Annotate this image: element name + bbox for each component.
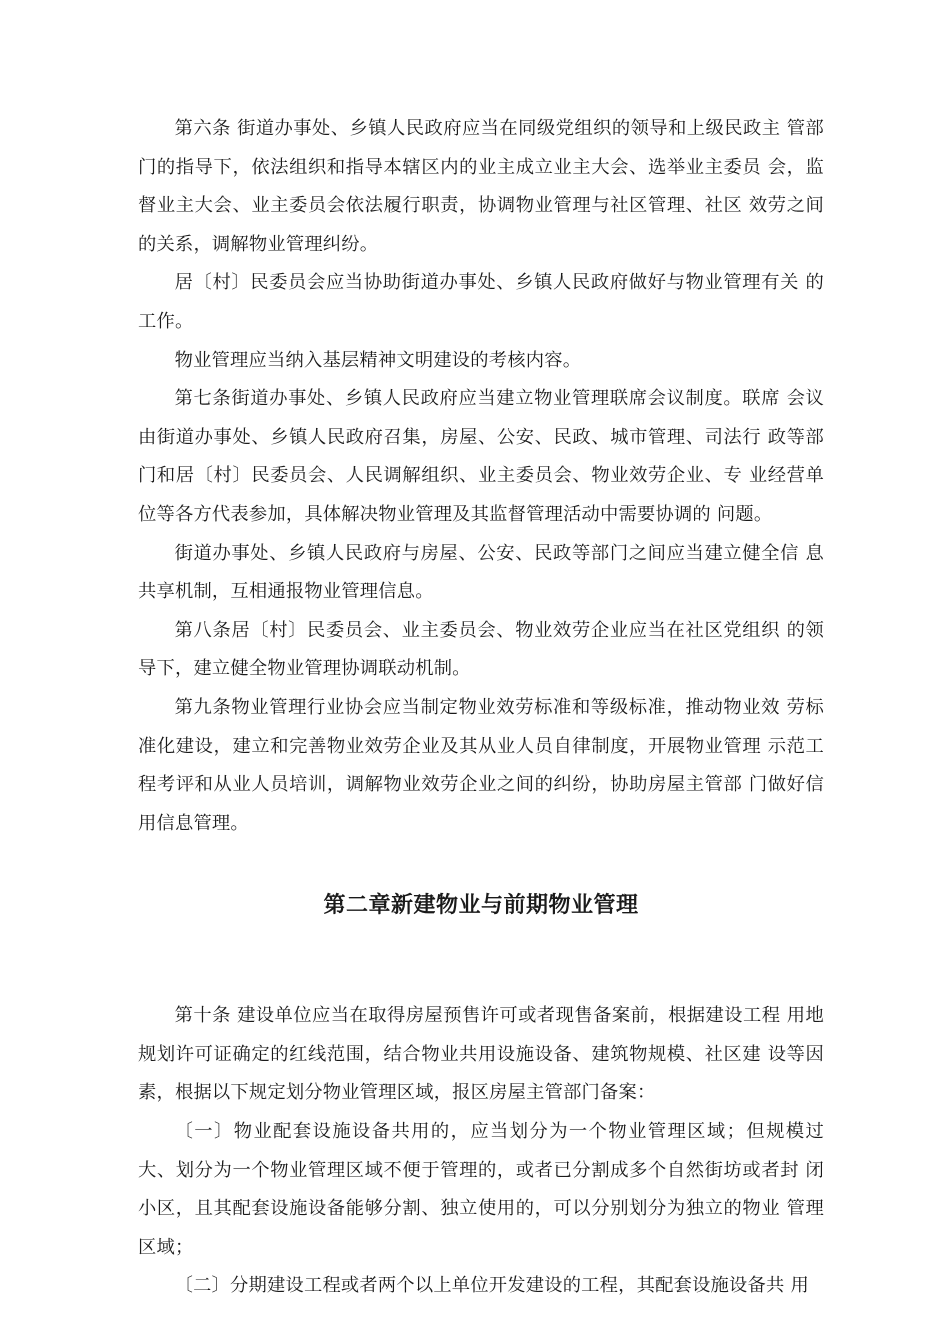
article-7-paragraph: 第七条街道办事处、乡镇人民政府应当建立物业管理联席会议制度。联席 会议由街道办事处、乡镇人民政府召集，房屋、公安、民政、城市管理、司法行 政等部门和居〔村〕民委员会、人民调解组织、业主委员会、物业效劳企业、专 业经营单位等各方代表参加，具体解决物业管理及其监督管理活动中需要协调的 问题。 [138, 388, 824, 525]
spacer [138, 843, 824, 890]
article-6-civilization-paragraph: 物业管理应当纳入基层精神文明建设的考核内容。 [174, 349, 582, 371]
document-page [138, 110, 824, 1306]
article-10-item-2: 〔二〕分期建设工程或者两个以上单位开发建设的工程，其配套设施设备共 用 [174, 1275, 809, 1297]
article-6-village-committee-paragraph: 居〔村〕民委员会应当协助街道办事处、乡镇人民政府做好与物业管理有关 的工作。 [138, 272, 824, 332]
section-article-10 [138, 997, 824, 1306]
section-articles-6-9 [138, 110, 824, 843]
article-8-paragraph: 第八条居〔村〕民委员会、业主委员会、物业效劳企业应当在社区党组织 的领导下，建立健全物业管理协调联动机制。 [138, 619, 824, 680]
article-10-paragraph: 第十条 建设单位应当在取得房屋预售许可或者现售备案前，根据建设工程 用地规划许可证确定的红线范围，结合物业共用设施设备、建筑物规模、社区建 设等因素，根据以下规定划分物业管理区域，报区房屋主管部门备案： [138, 1005, 824, 1104]
spacer [138, 920, 824, 997]
chapter-title: 第二章新建物业与前期物业管理 [323, 892, 639, 919]
article-10-item-1: 〔一〕物业配套设施设备共用的，应当划分为一个物业管理区域；但规模过 大、划分为一个物业管理区域不便于管理的，或者已分割成多个自然街坊或者封 闭小区，且其配套设施设备能够分割、独立使用的，可以分别划分为独立的物业 管理区域； [138, 1121, 824, 1258]
article-6-paragraph: 第六条 街道办事处、乡镇人民政府应当在同级党组织的领导和上级民政主 管部门的指导下，依法组织和指导本辖区内的业主成立业主大会、选举业主委员 会，监督业主大会、业主委员会依法履行职责，协调物业管理与社区管理、社区 效劳之间的关系，调解物业管理纠纷。 [138, 118, 824, 255]
article-7-info-sharing-paragraph: 街道办事处、乡镇人民政府与房屋、公安、民政等部门之间应当建立健全信 息共享机制，互相通报物业管理信息。 [138, 542, 824, 603]
article-9-paragraph: 第九条物业管理行业协会应当制定物业效劳标准和等级标准，推动物业效 劳标准化建设，建立和完善物业效劳企业及其从业人员自律制度，开展物业管理 示范工程考评和从业人员培训，调解物业效劳企业之间的纠纷，协助房屋主管部 门做好信用信息管理。 [138, 696, 824, 834]
